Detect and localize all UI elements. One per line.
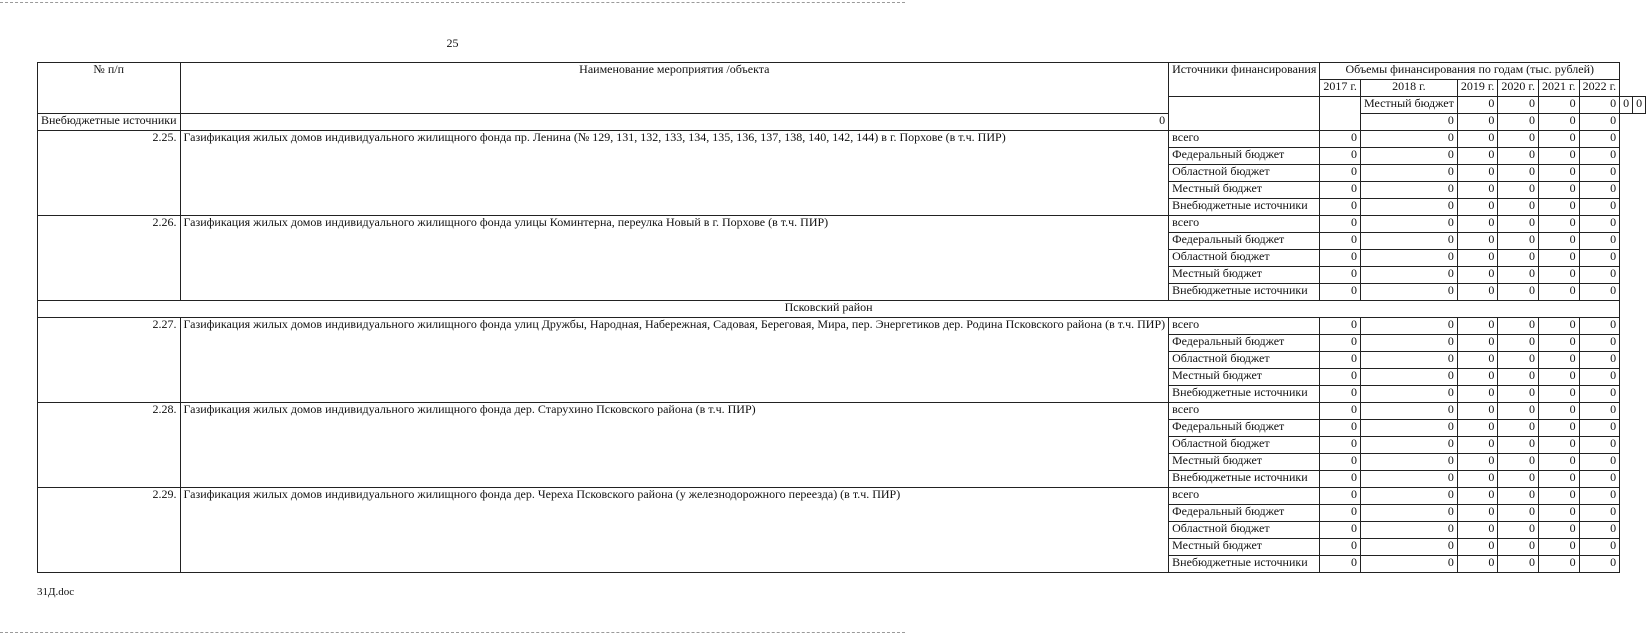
value-cell: 0 [1538, 352, 1579, 369]
value-cell: 0 [1360, 556, 1457, 573]
value-cell: 0 [1579, 233, 1620, 250]
value-cell: 0 [1579, 318, 1620, 335]
value-cell: 0 [1457, 488, 1498, 505]
value-cell: 0 [1498, 539, 1539, 556]
value-cell: 0 [1538, 114, 1579, 131]
value-cell: 0 [1498, 131, 1539, 148]
value-cell: 0 [1579, 369, 1620, 386]
table-row [38, 403, 1646, 420]
header-no: № п/п [38, 63, 181, 114]
value-cell: 0 [1579, 437, 1620, 454]
value-cell: 0 [1360, 420, 1457, 437]
value-cell: 0 [1457, 539, 1498, 556]
value-cell: 0 [1457, 250, 1498, 267]
value-cell: 0 [1457, 148, 1498, 165]
value-cell: 0 [1360, 318, 1457, 335]
source-label: всего [1169, 318, 1320, 335]
value-cell: 0 [1538, 420, 1579, 437]
value-cell: 0 [1320, 148, 1361, 165]
value-cell: 0 [1498, 233, 1539, 250]
value-cell: 0 [1457, 403, 1498, 420]
value-cell: 0 [1620, 97, 1633, 114]
value-cell: 0 [1360, 199, 1457, 216]
value-cell: 0 [1457, 284, 1498, 301]
header-name: Наименование мероприятия /объекта [180, 63, 1169, 114]
value-cell: 0 [1457, 437, 1498, 454]
value-cell: 0 [1579, 488, 1620, 505]
item-name: Газификация жилых домов индивидуального жилищного фонда дер. Старухино Псковского района (в т.ч. ПИР) [180, 403, 1169, 488]
value-cell: 0 [1360, 471, 1457, 488]
header-year: 2021 г. [1538, 80, 1579, 97]
value-cell: 0 [1579, 165, 1620, 182]
header-year: 2017 г. [1320, 80, 1361, 97]
value-cell: 0 [1579, 267, 1620, 284]
source-label: Федеральный бюджет [1169, 335, 1320, 352]
value-cell: 0 [1320, 505, 1361, 522]
source-label: всего [1169, 131, 1320, 148]
value-cell: 0 [1320, 250, 1361, 267]
header-sources: Источники финансирования [1169, 63, 1320, 97]
value-cell: 0 [1498, 182, 1539, 199]
source-label: Внебюджетные источники [1169, 199, 1320, 216]
value-cell: 0 [1538, 216, 1579, 233]
item-number: 2.29. [38, 488, 181, 573]
value-cell: 0 [1360, 233, 1457, 250]
value-cell: 0 [1498, 216, 1539, 233]
source-label: Местный бюджет [1169, 539, 1320, 556]
header-year: 2022 г. [1579, 80, 1620, 97]
carryover-name-cell [1320, 97, 1361, 131]
source-label: Внебюджетные источники [1169, 386, 1320, 403]
value-cell: 0 [1360, 539, 1457, 556]
table-row [38, 318, 1646, 335]
value-cell: 0 [1538, 369, 1579, 386]
source-label: Местный бюджет [1169, 454, 1320, 471]
value-cell: 0 [1320, 165, 1361, 182]
value-cell: 0 [1457, 522, 1498, 539]
value-cell: 0 [1538, 97, 1579, 114]
source-label: Федеральный бюджет [1169, 148, 1320, 165]
value-cell: 0 [1320, 488, 1361, 505]
value-cell: 0 [1457, 318, 1498, 335]
value-cell: 0 [1498, 97, 1539, 114]
source-label: всего [1169, 488, 1320, 505]
item-name: Газификация жилых домов индивидуального жилищного фонда улицы Коминтерна, переулка Новый в г. Порхове (в т.ч. ПИР) [180, 216, 1169, 301]
value-cell: 0 [1457, 556, 1498, 573]
value-cell: 0 [1457, 471, 1498, 488]
table-row [38, 488, 1646, 505]
value-cell: 0 [1360, 522, 1457, 539]
value-cell: 0 [1579, 352, 1620, 369]
value-cell: 0 [1498, 505, 1539, 522]
value-cell: 0 [1538, 488, 1579, 505]
value-cell: 0 [1320, 369, 1361, 386]
value-cell: 0 [1360, 216, 1457, 233]
source-label: Федеральный бюджет [1169, 233, 1320, 250]
value-cell: 0 [1320, 403, 1361, 420]
value-cell: 0 [1538, 454, 1579, 471]
value-cell: 0 [1498, 318, 1539, 335]
value-cell: 0 [1579, 182, 1620, 199]
value-cell: 0 [1320, 216, 1361, 233]
source-label: Областной бюджет [1169, 522, 1320, 539]
value-cell: 0 [1360, 148, 1457, 165]
value-cell: 0 [1320, 539, 1361, 556]
value-cell: 0 [1538, 182, 1579, 199]
value-cell: 0 [1579, 250, 1620, 267]
value-cell: 0 [1360, 505, 1457, 522]
value-cell: 0 [1538, 199, 1579, 216]
source-label: Внебюджетные источники [1169, 471, 1320, 488]
value-cell: 0 [1579, 403, 1620, 420]
table-row [38, 114, 1646, 131]
item-name: Газификация жилых домов индивидуального жилищного фонда дер. Череха Псковского района (у железнодорожного переезда) (в т.ч. ПИР) [180, 488, 1169, 573]
value-cell: 0 [1457, 335, 1498, 352]
value-cell: 0 [1538, 233, 1579, 250]
value-cell: 0 [1457, 386, 1498, 403]
value-cell: 0 [1457, 182, 1498, 199]
value-cell: 0 [1457, 420, 1498, 437]
carryover-no-cell [1169, 97, 1320, 131]
value-cell: 0 [1579, 97, 1620, 114]
value-cell: 0 [1579, 386, 1620, 403]
value-cell: 0 [1457, 199, 1498, 216]
value-cell: 0 [1360, 352, 1457, 369]
value-cell: 0 [1320, 522, 1361, 539]
value-cell: 0 [1579, 471, 1620, 488]
value-cell: 0 [1360, 403, 1457, 420]
value-cell: 0 [1360, 182, 1457, 199]
value-cell: 0 [1579, 556, 1620, 573]
value-cell: 0 [1579, 454, 1620, 471]
value-cell: 0 [1320, 318, 1361, 335]
source-label: Областной бюджет [1169, 352, 1320, 369]
table-row [38, 216, 1646, 233]
item-name: Газификация жилых домов индивидуального жилищного фонда пр. Ленина (№ 129, 131, 132, 133, 134, 135, 136, 137, 138, 140, 142, 144) в г. Порхове (в т.ч. ПИР) [180, 131, 1169, 216]
value-cell: 0 [1320, 335, 1361, 352]
source-label: Местный бюджет [1360, 97, 1457, 114]
value-cell: 0 [1538, 539, 1579, 556]
header-row-1 [38, 63, 1646, 80]
value-cell: 0 [1498, 386, 1539, 403]
value-cell: 0 [1579, 335, 1620, 352]
value-cell: 0 [1320, 471, 1361, 488]
value-cell: 0 [1498, 488, 1539, 505]
header-year: 2019 г. [1457, 80, 1498, 97]
value-cell: 0 [1360, 267, 1457, 284]
value-cell: 0 [1457, 369, 1498, 386]
value-cell: 0 [1360, 131, 1457, 148]
value-cell: 0 [1498, 284, 1539, 301]
source-label: Федеральный бюджет [1169, 420, 1320, 437]
value-cell: 0 [1457, 131, 1498, 148]
value-cell: 0 [1457, 454, 1498, 471]
value-cell: 0 [1498, 369, 1539, 386]
scan-top-edge [0, 2, 905, 3]
value-cell: 0 [1360, 250, 1457, 267]
item-number: 2.26. [38, 216, 181, 301]
value-cell: 0 [1457, 233, 1498, 250]
value-cell: 0 [1538, 505, 1579, 522]
value-cell: 0 [1538, 437, 1579, 454]
value-cell: 0 [1320, 352, 1361, 369]
value-cell: 0 [1498, 165, 1539, 182]
source-label: Областной бюджет [1169, 437, 1320, 454]
value-cell: 0 [1320, 267, 1361, 284]
value-cell: 0 [1538, 335, 1579, 352]
source-label: всего [1169, 216, 1320, 233]
header-year: 2018 г. [1360, 80, 1457, 97]
value-cell: 0 [1498, 556, 1539, 573]
value-cell: 0 [1498, 471, 1539, 488]
source-label: Внебюджетные источники [1169, 284, 1320, 301]
value-cell: 0 [1457, 505, 1498, 522]
item-number: 2.28. [38, 403, 181, 488]
value-cell: 0 [1538, 386, 1579, 403]
source-label: Местный бюджет [1169, 369, 1320, 386]
value-cell: 0 [1498, 522, 1539, 539]
value-cell: 0 [1498, 250, 1539, 267]
value-cell: 0 [1360, 454, 1457, 471]
value-cell: 0 [1498, 437, 1539, 454]
header-volumes: Объемы финансирования по годам (тыс. рублей) [1320, 63, 1620, 80]
value-cell: 0 [1633, 97, 1646, 114]
source-label: Областной бюджет [1169, 250, 1320, 267]
value-cell: 0 [1538, 471, 1579, 488]
value-cell: 0 [1457, 267, 1498, 284]
value-cell: 0 [1579, 216, 1620, 233]
value-cell: 0 [1579, 114, 1620, 131]
value-cell: 0 [1498, 199, 1539, 216]
header-year: 2020 г. [1498, 80, 1539, 97]
value-cell: 0 [1498, 114, 1539, 131]
value-cell: 0 [1538, 522, 1579, 539]
value-cell: 0 [1579, 505, 1620, 522]
district-title: Псковский район [38, 301, 1620, 318]
value-cell: 0 [1360, 284, 1457, 301]
value-cell: 0 [1538, 267, 1579, 284]
value-cell: 0 [1579, 199, 1620, 216]
value-cell: 0 [1320, 233, 1361, 250]
value-cell: 0 [1360, 488, 1457, 505]
value-cell: 0 [1320, 454, 1361, 471]
value-cell: 0 [1538, 165, 1579, 182]
value-cell: 0 [1360, 386, 1457, 403]
value-cell: 0 [1360, 437, 1457, 454]
value-cell: 0 [1579, 131, 1620, 148]
source-label: Федеральный бюджет [1169, 505, 1320, 522]
value-cell: 0 [1538, 318, 1579, 335]
value-cell: 0 [1320, 182, 1361, 199]
value-cell: 0 [1538, 250, 1579, 267]
value-cell: 0 [1320, 420, 1361, 437]
value-cell: 0 [1360, 369, 1457, 386]
value-cell: 0 [1498, 454, 1539, 471]
financing-table [37, 62, 1646, 573]
value-cell: 0 [1457, 114, 1498, 131]
scan-bottom-edge [0, 632, 905, 633]
item-name: Газификация жилых домов индивидуального жилищного фонда улиц Дружбы, Народная, Набережная, Садовая, Береговая, Мира, пер. Энергетиков дер. Родина Псковского района (в т.ч. ПИР) [180, 318, 1169, 403]
value-cell: 0 [1360, 335, 1457, 352]
source-label: Областной бюджет [1169, 165, 1320, 182]
value-cell: 0 [1579, 148, 1620, 165]
footer-filename: 31Д.doc [37, 586, 75, 598]
value-cell: 0 [1320, 556, 1361, 573]
item-number: 2.27. [38, 318, 181, 403]
value-cell: 0 [1538, 148, 1579, 165]
value-cell: 0 [1538, 556, 1579, 573]
value-cell: 0 [1360, 165, 1457, 182]
value-cell: 0 [1320, 437, 1361, 454]
value-cell: 0 [1498, 352, 1539, 369]
value-cell: 0 [1498, 420, 1539, 437]
source-label: Внебюджетные источники [1169, 556, 1320, 573]
value-cell: 0 [1457, 165, 1498, 182]
value-cell: 0 [1457, 97, 1498, 114]
page-number: 25 [446, 36, 459, 50]
source-label: Местный бюджет [1169, 267, 1320, 284]
value-cell: 0 [1538, 131, 1579, 148]
value-cell: 0 [1457, 352, 1498, 369]
value-cell: 0 [1320, 386, 1361, 403]
value-cell: 0 [1579, 522, 1620, 539]
value-cell: 0 [1579, 284, 1620, 301]
source-label: Местный бюджет [1169, 182, 1320, 199]
value-cell: 0 [1457, 216, 1498, 233]
value-cell: 0 [1320, 199, 1361, 216]
value-cell: 0 [1320, 284, 1361, 301]
value-cell: 0 [1360, 114, 1457, 131]
source-label: всего [1169, 403, 1320, 420]
value-cell: 0 [1579, 420, 1620, 437]
district-row [38, 301, 1646, 318]
value-cell: 0 [1320, 131, 1361, 148]
value-cell: 0 [1538, 403, 1579, 420]
value-cell: 0 [1498, 148, 1539, 165]
item-number: 2.25. [38, 131, 181, 216]
value-cell: 0 [180, 114, 1169, 131]
value-cell: 0 [1498, 403, 1539, 420]
table-row [38, 131, 1646, 148]
value-cell: 0 [1498, 267, 1539, 284]
source-label: Внебюджетные источники [38, 114, 181, 131]
value-cell: 0 [1538, 284, 1579, 301]
value-cell: 0 [1579, 539, 1620, 556]
value-cell: 0 [1498, 335, 1539, 352]
